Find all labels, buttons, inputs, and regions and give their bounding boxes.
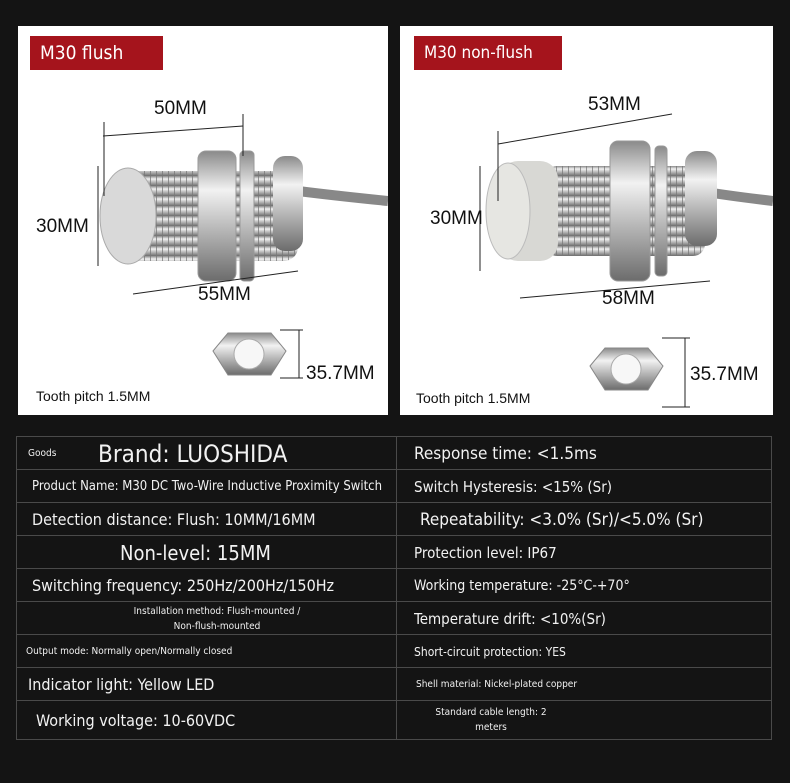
installation-method-line1: Installation method: Flush-mounted / — [133, 605, 301, 617]
product-name: Product Name: M30 DC Two-Wire Inductive Proximity Switch — [32, 479, 382, 494]
table-row — [16, 502, 772, 536]
table-row — [16, 601, 772, 635]
switch-hysteresis: Switch Hysteresis: <15% (Sr) — [414, 477, 613, 496]
shell-material: Shell material: Nickel-plated copper — [416, 679, 578, 690]
repeatability: Repeatability: <3.0% (Sr)/<5.0% (Sr) — [420, 509, 704, 530]
short-circuit-protection: Short-circuit protection: YES — [414, 644, 566, 659]
installation-method — [52, 602, 382, 635]
dimension-length-top: 50MM — [154, 98, 207, 119]
flush-model-tag: M30 flush — [30, 36, 163, 70]
response-time: Response time: <1.5ms — [414, 443, 597, 464]
output-mode: Output mode: Normally open/Normally closed — [26, 646, 233, 657]
table-row — [16, 535, 772, 569]
non-level-distance: Non-level: 15MM — [120, 540, 271, 565]
protection-level: Protection level: IP67 — [414, 543, 557, 562]
table-row — [16, 667, 772, 701]
indicator-light: Indicator light: Yellow LED — [28, 675, 215, 694]
product-image-flush — [18, 26, 388, 415]
detection-distance: Detection distance: Flush: 10MM/16MM — [32, 510, 316, 529]
product-image-non-flush — [400, 26, 773, 415]
temperature-drift: Temperature drift: <10%(Sr) — [414, 609, 606, 628]
table-row — [16, 700, 772, 740]
table-row — [16, 634, 772, 668]
dimension-length-bottom: 55MM — [198, 284, 251, 305]
cable-length-line2: meters — [475, 722, 507, 733]
goods-label: Goods — [28, 448, 57, 459]
dimension-length-bottom: 58MM — [602, 288, 655, 309]
nut-dimension: 35.7MM — [306, 363, 375, 384]
dimension-diameter: 30MM — [430, 208, 483, 229]
nut-dimension: 35.7MM — [690, 364, 759, 385]
dimension-diameter: 30MM — [36, 216, 89, 237]
cable-length — [416, 701, 566, 739]
table-row — [16, 469, 772, 503]
switching-frequency: Switching frequency: 250Hz/200Hz/150Hz — [32, 576, 335, 595]
dimension-length-top: 53MM — [588, 94, 641, 115]
installation-method-line2: Non-flush-mounted — [173, 620, 261, 632]
table-row — [16, 568, 772, 602]
working-voltage: Working voltage: 10-60VDC — [36, 710, 236, 730]
brand: Brand: LUOSHIDA — [98, 439, 288, 468]
non-flush-model-tag: M30 non-flush — [414, 36, 562, 70]
tooth-pitch-label: Tooth pitch 1.5MM — [416, 390, 531, 406]
table-row — [16, 436, 772, 470]
working-temperature: Working temperature: -25°C-+70° — [414, 577, 630, 594]
cable-length-line1: Standard cable length: 2 — [435, 707, 547, 718]
specification-table — [16, 436, 772, 739]
tooth-pitch-label: Tooth pitch 1.5MM — [36, 388, 151, 404]
